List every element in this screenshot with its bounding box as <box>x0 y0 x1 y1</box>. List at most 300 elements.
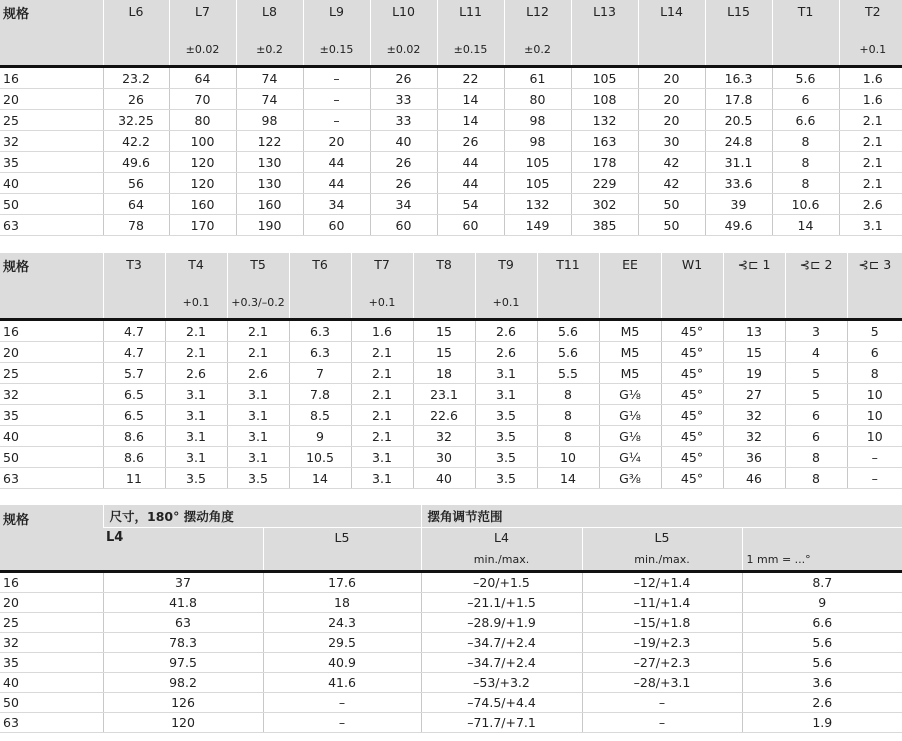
header-cell <box>583 528 742 570</box>
value-cell: 8.6 <box>103 447 165 468</box>
size-header: 规格 <box>0 253 103 320</box>
value-cell: 190 <box>236 215 303 236</box>
value-cell: 8.7 <box>742 572 902 593</box>
value-cell: 17.6 <box>263 572 421 593</box>
value-cell: 8 <box>772 152 839 173</box>
header-cell <box>786 253 847 315</box>
column-name: T11 <box>556 257 580 272</box>
value-cell: 3.1 <box>227 426 289 447</box>
size-cell: 63 <box>0 713 103 733</box>
value-cell: 6 <box>847 342 902 363</box>
value-cell: 20 <box>638 89 705 110</box>
value-cell: 45° <box>661 363 723 384</box>
header-cell <box>538 253 599 315</box>
table-row <box>0 613 902 633</box>
header-cell <box>228 253 289 315</box>
value-cell: 40 <box>370 131 437 152</box>
value-cell: 40 <box>413 468 475 489</box>
value-cell: 13 <box>723 320 785 342</box>
size-header: 规格 <box>0 0 103 67</box>
value-cell: 4.7 <box>103 320 165 342</box>
value-cell: G¼ <box>599 447 661 468</box>
value-cell: –53/+3.2 <box>421 673 582 693</box>
column-header <box>638 0 705 67</box>
value-cell: 50 <box>638 194 705 215</box>
value-cell: 8 <box>785 447 847 468</box>
table-row <box>0 468 902 489</box>
column-header <box>289 253 351 320</box>
value-cell: M5 <box>599 363 661 384</box>
value-cell: 32 <box>723 426 785 447</box>
table-row <box>0 131 902 152</box>
value-cell: 45° <box>661 384 723 405</box>
value-cell: 10 <box>847 384 902 405</box>
value-cell: 5.6 <box>537 342 599 363</box>
value-cell: 3.6 <box>742 673 902 693</box>
column-header <box>839 0 902 67</box>
value-cell: –21.1/+1.5 <box>421 593 582 613</box>
table-row <box>0 67 902 89</box>
value-cell: 8 <box>772 131 839 152</box>
value-cell: 3 <box>785 320 847 342</box>
value-cell: 14 <box>772 215 839 236</box>
value-cell: 3.1 <box>165 426 227 447</box>
column-header <box>772 0 839 67</box>
value-cell: 80 <box>504 89 571 110</box>
column-header <box>103 528 263 572</box>
value-cell: 2.1 <box>165 320 227 342</box>
value-cell: 78 <box>103 215 169 236</box>
table-row <box>0 653 902 673</box>
size-cell: 50 <box>0 194 103 215</box>
header-cell <box>352 253 413 315</box>
header-cell <box>104 0 169 62</box>
value-cell: 6.3 <box>289 320 351 342</box>
value-cell: 3.5 <box>475 468 537 489</box>
column-subtitle: 1 mm = ...° <box>746 553 811 566</box>
value-cell: 3.1 <box>227 447 289 468</box>
value-cell: 170 <box>169 215 236 236</box>
column-name: T2 <box>864 4 881 19</box>
column-header <box>785 253 847 320</box>
value-cell: 2.1 <box>839 173 902 194</box>
value-cell: 23.1 <box>413 384 475 405</box>
value-cell: 63 <box>103 613 263 633</box>
value-cell: 41.6 <box>263 673 421 693</box>
value-cell: 132 <box>571 110 638 131</box>
value-cell: 3.1 <box>165 384 227 405</box>
value-cell: 4 <box>785 342 847 363</box>
value-cell: 1.9 <box>742 713 902 733</box>
table-row <box>0 173 902 194</box>
table-row <box>0 447 902 468</box>
value-cell: 26 <box>370 67 437 89</box>
value-cell: 98 <box>504 110 571 131</box>
value-cell: –71.7/+7.1 <box>421 713 582 733</box>
value-cell: 6.5 <box>103 405 165 426</box>
value-cell: 3.1 <box>351 468 413 489</box>
column-header <box>370 0 437 67</box>
value-cell: 3.5 <box>475 405 537 426</box>
value-cell: 2.1 <box>351 426 413 447</box>
value-cell: 2.6 <box>839 194 902 215</box>
value-cell: 54 <box>437 194 504 215</box>
column-name: L15 <box>727 4 750 19</box>
value-cell: –20/+1.5 <box>421 572 582 593</box>
header-cell <box>371 0 437 62</box>
column-name: T1 <box>797 4 814 19</box>
value-cell: 3.1 <box>227 405 289 426</box>
value-cell: 100 <box>169 131 236 152</box>
value-cell: – <box>303 110 370 131</box>
value-cell: 61 <box>504 67 571 89</box>
value-cell: 2.1 <box>839 110 902 131</box>
size-cell: 25 <box>0 363 103 384</box>
value-cell: 74 <box>236 89 303 110</box>
value-cell: –28.9/+1.9 <box>421 613 582 633</box>
header-cell <box>170 0 236 62</box>
size-cell: 16 <box>0 67 103 89</box>
value-cell: 7.8 <box>289 384 351 405</box>
value-cell: – <box>263 693 421 713</box>
value-cell: 15 <box>413 342 475 363</box>
value-cell: 44 <box>303 173 370 194</box>
value-cell: G⅜ <box>599 468 661 489</box>
value-cell: 1.6 <box>839 67 902 89</box>
column-header <box>103 0 169 67</box>
value-cell: 2.6 <box>227 363 289 384</box>
size-cell: 25 <box>0 613 103 633</box>
value-cell: 3.1 <box>227 384 289 405</box>
value-cell: 10 <box>537 447 599 468</box>
size-cell: 50 <box>0 447 103 468</box>
value-cell: 18 <box>413 363 475 384</box>
value-cell: –28/+3.1 <box>582 673 742 693</box>
value-cell: 1.6 <box>839 89 902 110</box>
column-name: T9 <box>498 257 514 272</box>
group-header-row <box>0 505 902 528</box>
table-row <box>0 693 902 713</box>
value-cell: 40.9 <box>263 653 421 673</box>
value-cell: 132 <box>504 194 571 215</box>
value-cell: 18 <box>263 593 421 613</box>
column-header <box>599 253 661 320</box>
column-tolerance: ±0.02 <box>185 43 220 56</box>
value-cell: 8 <box>772 173 839 194</box>
value-cell: 33.6 <box>705 173 772 194</box>
value-cell: – <box>582 693 742 713</box>
size-cell: 32 <box>0 384 103 405</box>
value-cell: 2.6 <box>475 320 537 342</box>
value-cell: 2.6 <box>165 363 227 384</box>
value-cell: 2.1 <box>351 342 413 363</box>
column-header <box>705 0 772 67</box>
value-cell: 17.8 <box>705 89 772 110</box>
value-cell: 10 <box>847 426 902 447</box>
table-row <box>0 713 902 733</box>
value-cell: 30 <box>638 131 705 152</box>
value-cell: 37 <box>103 572 263 593</box>
column-header <box>165 253 227 320</box>
header-cell <box>106 528 263 570</box>
table-row <box>0 110 902 131</box>
value-cell: 26 <box>437 131 504 152</box>
value-cell: 3.5 <box>165 468 227 489</box>
value-cell: 15 <box>723 342 785 363</box>
value-cell: 64 <box>169 67 236 89</box>
value-cell: 45° <box>661 468 723 489</box>
value-cell: 6.5 <box>103 384 165 405</box>
column-name: T3 <box>126 257 142 272</box>
header-cell <box>264 528 421 570</box>
value-cell: 32.25 <box>103 110 169 131</box>
value-cell: 26 <box>370 152 437 173</box>
table-row <box>0 363 902 384</box>
value-cell: 8 <box>537 426 599 447</box>
value-cell: M5 <box>599 342 661 363</box>
value-cell: 32 <box>413 426 475 447</box>
value-cell: 3.1 <box>165 447 227 468</box>
column-header <box>847 253 902 320</box>
value-cell: 130 <box>236 152 303 173</box>
value-cell: 2.1 <box>351 363 413 384</box>
column-name: T4 <box>188 257 204 272</box>
size-cell: 50 <box>0 693 103 713</box>
size-cell: 40 <box>0 673 103 693</box>
value-cell: 45° <box>661 447 723 468</box>
column-subtitle: min./max. <box>473 553 530 566</box>
value-cell: 3.5 <box>475 447 537 468</box>
value-cell: 8 <box>847 363 902 384</box>
value-cell: 10.5 <box>289 447 351 468</box>
value-cell: 3.1 <box>165 405 227 426</box>
value-cell: 31.1 <box>705 152 772 173</box>
value-cell: 30 <box>413 447 475 468</box>
column-header <box>742 528 902 572</box>
table-row <box>0 593 902 613</box>
column-tolerance: ±0.02 <box>386 43 421 56</box>
value-cell: 98 <box>504 131 571 152</box>
size-cell: 35 <box>0 152 103 173</box>
value-cell: 1.6 <box>351 320 413 342</box>
value-cell: –11/+1.4 <box>582 593 742 613</box>
value-cell: 385 <box>571 215 638 236</box>
value-cell: 42 <box>638 152 705 173</box>
column-tolerance: ±0.2 <box>256 43 283 56</box>
value-cell: 11 <box>103 468 165 489</box>
swivel-angle-table <box>0 505 902 733</box>
value-cell: 14 <box>437 89 504 110</box>
size-cell: 40 <box>0 173 103 194</box>
value-cell: 14 <box>437 110 504 131</box>
size-cell: 63 <box>0 468 103 489</box>
value-cell: 42.2 <box>103 131 169 152</box>
column-name: L7 <box>195 4 210 19</box>
table-row <box>0 673 902 693</box>
value-cell: 8.6 <box>103 426 165 447</box>
column-tolerance: ±0.2 <box>524 43 551 56</box>
value-cell: 44 <box>437 152 504 173</box>
size-cell: 20 <box>0 342 103 363</box>
size-cell: 16 <box>0 320 103 342</box>
column-header <box>421 528 582 572</box>
header-cell <box>422 528 582 570</box>
header-cell <box>505 0 571 62</box>
value-cell: –12/+1.4 <box>582 572 742 593</box>
header-cell <box>414 253 475 315</box>
value-cell: 6 <box>772 89 839 110</box>
value-cell: 3.5 <box>475 426 537 447</box>
value-cell: 34 <box>370 194 437 215</box>
value-cell: 2.1 <box>227 342 289 363</box>
column-name: L5 <box>654 530 670 545</box>
adjust-range-group-header: 摆角调节范围 <box>421 505 902 528</box>
column-name: T7 <box>374 257 390 272</box>
value-cell: 16.3 <box>705 67 772 89</box>
value-cell: 120 <box>169 173 236 194</box>
table-row <box>0 89 902 110</box>
column-name: T6 <box>312 257 328 272</box>
value-cell: 22.6 <box>413 405 475 426</box>
column-name: L11 <box>459 4 482 19</box>
column-tolerance: +0.1 <box>368 296 396 309</box>
column-header <box>227 253 289 320</box>
size-cell: 20 <box>0 89 103 110</box>
column-header <box>582 528 742 572</box>
value-cell: – <box>582 713 742 733</box>
column-header <box>571 0 638 67</box>
header-row <box>0 0 902 67</box>
header-cell <box>237 0 303 62</box>
dimension-group-header: 尺寸，180° 摆动角度 <box>103 505 421 528</box>
value-cell: 6.3 <box>289 342 351 363</box>
size-cell: 32 <box>0 633 103 653</box>
value-cell: 6 <box>785 426 847 447</box>
column-name: L8 <box>262 4 277 19</box>
column-name: L4 <box>106 530 124 545</box>
value-cell: 70 <box>169 89 236 110</box>
column-header <box>351 253 413 320</box>
value-cell: 105 <box>504 173 571 194</box>
column-subtitle: min./max. <box>634 553 690 566</box>
value-cell: –15/+1.8 <box>582 613 742 633</box>
value-cell: 9 <box>289 426 351 447</box>
value-cell: 3.1 <box>351 447 413 468</box>
value-cell: 8 <box>785 468 847 489</box>
header-cell <box>848 253 902 315</box>
value-cell: 27 <box>723 384 785 405</box>
value-cell: G⅛ <box>599 384 661 405</box>
header-cell <box>290 253 351 315</box>
column-header <box>236 0 303 67</box>
header-cell <box>662 253 723 315</box>
value-cell: 97.5 <box>103 653 263 673</box>
size-cell: 40 <box>0 426 103 447</box>
value-cell: 74 <box>236 67 303 89</box>
value-cell: 126 <box>103 693 263 713</box>
size-cell: 32 <box>0 131 103 152</box>
value-cell: 39 <box>705 194 772 215</box>
size-cell: 35 <box>0 653 103 673</box>
value-cell: – <box>303 89 370 110</box>
column-tolerance: +0.1 <box>182 296 210 309</box>
value-cell: 3.1 <box>475 363 537 384</box>
value-cell: 6 <box>785 405 847 426</box>
value-cell: 10.6 <box>772 194 839 215</box>
header-cell <box>438 0 504 62</box>
column-name: ⊰⊏ 2 <box>799 257 833 272</box>
column-name: L14 <box>660 4 683 19</box>
column-header <box>661 253 723 320</box>
table-row <box>0 633 902 653</box>
value-cell: G⅛ <box>599 426 661 447</box>
value-cell: 29.5 <box>263 633 421 653</box>
value-cell: 44 <box>303 152 370 173</box>
column-header <box>723 253 785 320</box>
value-cell: 6.6 <box>772 110 839 131</box>
column-name: L12 <box>526 4 549 19</box>
value-cell: 7 <box>289 363 351 384</box>
value-cell: 5.6 <box>537 320 599 342</box>
value-cell: 20 <box>638 67 705 89</box>
column-header <box>303 0 370 67</box>
table-row <box>0 320 902 342</box>
value-cell: –27/+2.3 <box>582 653 742 673</box>
column-tolerance: +0.3/–0.2 <box>231 296 285 309</box>
value-cell: 41.8 <box>103 593 263 613</box>
column-name: W1 <box>681 257 703 272</box>
header-cell <box>773 0 839 62</box>
value-cell: 302 <box>571 194 638 215</box>
value-cell: M5 <box>599 320 661 342</box>
column-name: L6 <box>128 4 144 19</box>
value-cell: 33 <box>370 89 437 110</box>
value-cell: –19/+2.3 <box>582 633 742 653</box>
value-cell: 20.5 <box>705 110 772 131</box>
value-cell: 5 <box>847 320 902 342</box>
value-cell: 45° <box>661 320 723 342</box>
header-row <box>0 253 902 320</box>
value-cell: 49.6 <box>103 152 169 173</box>
value-cell: 163 <box>571 131 638 152</box>
value-cell: 24.3 <box>263 613 421 633</box>
dimensions-table-1 <box>0 0 902 236</box>
header-cell <box>572 0 638 62</box>
value-cell: 229 <box>571 173 638 194</box>
value-cell: 2.1 <box>165 342 227 363</box>
value-cell: 3.1 <box>475 384 537 405</box>
header-cell <box>304 0 370 62</box>
column-tolerance: ±0.15 <box>319 43 354 56</box>
table-row <box>0 152 902 173</box>
value-cell: 120 <box>169 152 236 173</box>
value-cell: 98.2 <box>103 673 263 693</box>
value-cell: 45° <box>661 342 723 363</box>
dimensions-table-2 <box>0 253 902 489</box>
column-header <box>437 0 504 67</box>
size-cell: 25 <box>0 110 103 131</box>
size-cell: 16 <box>0 572 103 593</box>
header-cell <box>166 253 227 315</box>
header-cell <box>600 253 661 315</box>
column-name: L13 <box>593 4 616 19</box>
column-header <box>169 0 236 67</box>
value-cell: 80 <box>169 110 236 131</box>
value-cell: 5.6 <box>742 653 902 673</box>
value-cell: 22 <box>437 67 504 89</box>
column-name: L5 <box>334 530 350 545</box>
value-cell: 9 <box>742 593 902 613</box>
